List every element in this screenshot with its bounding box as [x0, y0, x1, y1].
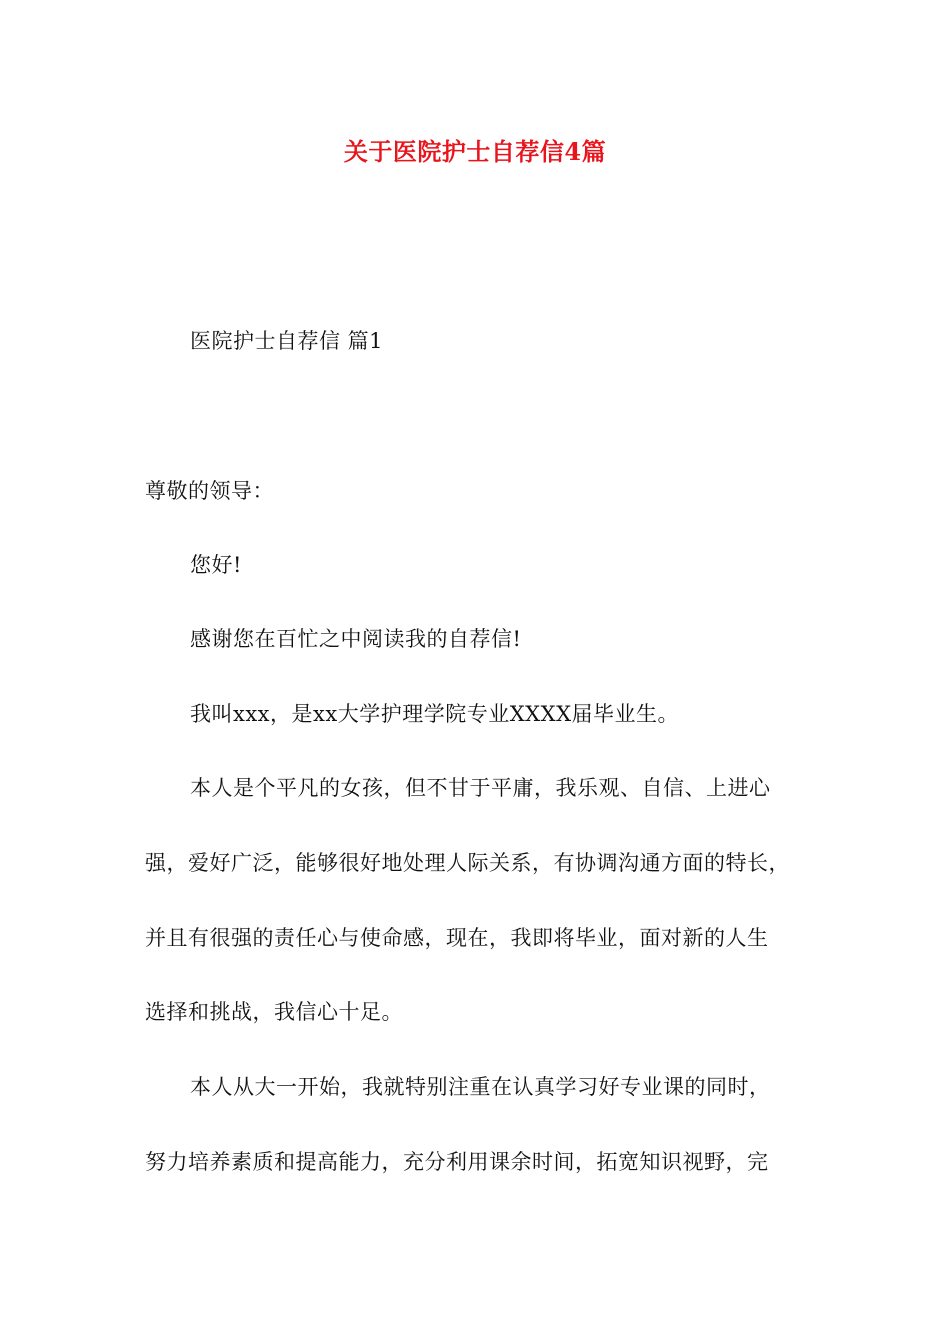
- paragraph-line: 本人是个平凡的女孩，但不甘于平庸，我乐观、自信、上进心: [190, 776, 771, 800]
- paragraph-line: 努力培养素质和提高能力，充分利用课余时间，拓宽知识视野，完: [145, 1150, 769, 1174]
- paragraph-line: 本人从大一开始，我就特别注重在认真学习好专业课的同时，: [190, 1075, 771, 1099]
- salutation: 尊敬的领导：: [145, 479, 274, 503]
- document-title: 关于医院护士自荐信4篇: [343, 137, 607, 166]
- paragraph-line: 强，爱好广泛，能够很好地处理人际关系，有协调沟通方面的特长，: [145, 851, 790, 875]
- greeting: 您好!: [190, 553, 242, 577]
- paragraph-line: 我叫xxx，是xx大学护理学院专业XXXX届毕业生。: [190, 702, 680, 726]
- section-heading: 医院护士自荐信 篇1: [190, 329, 384, 353]
- paragraph-line: 选择和挑战，我信心十足。: [145, 1000, 403, 1024]
- paragraph-line: 感谢您在百忙之中阅读我的自荐信!: [190, 627, 522, 651]
- paragraph-line: 并且有很强的责任心与使命感，现在，我即将毕业，面对新的人生: [145, 926, 769, 950]
